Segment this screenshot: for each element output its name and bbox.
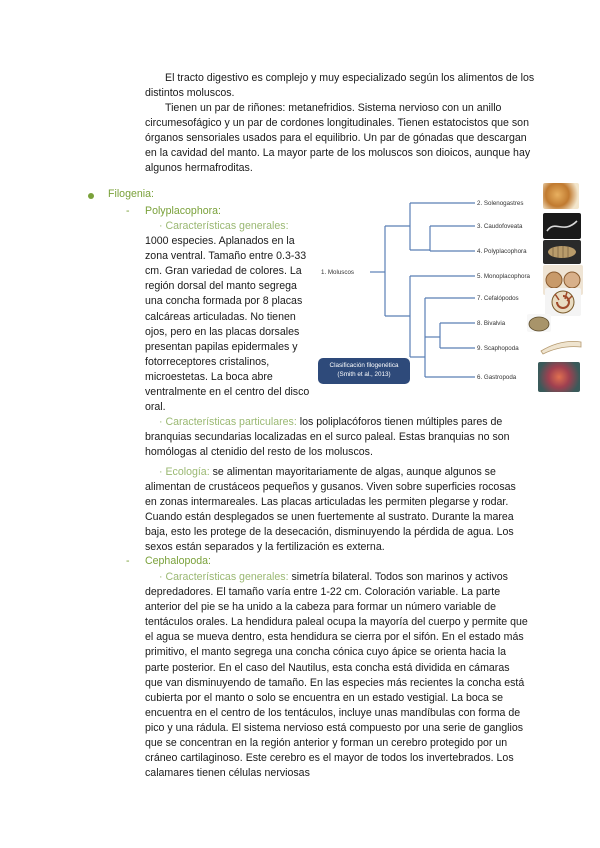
polyplacophora-photo [543,240,581,264]
classification-callout [318,358,410,384]
taxon-label: 8. Bivalvia [477,320,506,327]
phylogeny-figure [315,180,585,402]
subheading-polyplacophora: Polyplacophora: [145,205,221,217]
dash-bullet: - [126,205,130,217]
section-heading-filogenia: Filogenia: [108,188,154,200]
caudofoveata-photo [543,213,581,239]
generales-text: 1000 especies. Aplanados en la zona ventral. Tamaño entre 0.3-33 cm. Gran variedad de colores. La región dorsal del manto segrega una concha formada por 8 placas calcáreas articuladas. No tienen ojos, pero en las placas dorsales presentan papilas epidermales y fotorreceptores cristalinos, microestetas. La boca abre ventralmente en el centro del disco oral. [145,235,310,414]
taxon-label: 5. Monoplacophora [477,273,530,280]
intro-paragraph-kidneys: Tienen un par de riñones: metanefridios. Sistema nervioso con un anillo circumesofágico y un par de cordones longitudinales. Tienen estatocistos que son órganos sensoriales usados para el equilibrio. Un par de gónadas que descargan en la cavidad del manto. La mayor parte de los moluscos son dioicos, aunque hay algunos hermafroditas. [145,102,531,175]
subheading-cephalopoda: Cephalopoda: [145,555,211,567]
solenogastres-photo [543,183,579,209]
callout-title: Clasificación filogenética [329,362,399,369]
root-label: 1. Moluscos [321,269,355,276]
scaphopoda-photo [537,335,583,357]
bivalvia-photo [527,314,551,332]
taxon-label: 7. Cefalópodos [477,295,519,302]
particulares-text: los poliplacóforos tienen múltiples pares de branquias secundarias localizadas en el surco paleal. Estas branquias no son homólogas al ctenidio del resto de los moluscos. [145,416,510,459]
ecologia-label: · Ecología: [159,466,210,478]
callout-citation: (Smith et al., 2013) [337,370,391,378]
taxon-label: 3. Caudofoveata [477,223,523,230]
generales-text: simetría bilateral. Todos son marinos y activos depredadores. El tamaño varía entre 1-22 cm. Coloración variable. La parte anterior del pie se ha unido a la cabeza para formar un número variable de tentáculos orales. La hendidura paleal ocupa la mayoría del cuerpo y permite que el agua se mueva dentro, esta hendidura se cierra por el sifón. En el estado más primitivo, el manto segrega una concha cónica cuyo ápice se orienta hacia la parte posterior. En el caso del Nautilus, esta concha está dividida en cámaras que van disminuyendo de tamaño. En las especies más recientes la concha está cubierta por el manto o solo se encuentra en un estado vestigial. La boca se encuentra en el centro de los tentáculos, incluye unas mandíbulas con forma de pico y una rádula. El sistema nervioso está compuesto por una serie de ganglios que se concentran en la región anterior y forman un cerebro protegido por un cráneo cartilaginoso. Este cerebro es el mayor de todos los invertebrados. Los calamares tienen células nerviosas [145,571,528,780]
gastropoda-photo [538,362,580,392]
taxon-label: 9. Scaphopoda [477,345,519,352]
intro-paragraph-digestive: El tracto digestivo es complejo y muy especializado según los alimentos de los distintos moluscos. [145,72,535,100]
polyplacophora-particulares [145,415,530,460]
dash-bullet: - [126,555,130,567]
particulares-label: · Características particulares: [159,416,297,428]
taxon-label: 6. Gastropoda [477,374,517,381]
cephalopoda-generales [145,570,530,781]
cephalopoda-nautilus-photo [545,288,581,316]
polyplacophora-ecologia [145,465,530,556]
tree-branches [370,203,475,377]
bullet-icon [88,193,94,199]
generales-label: · Características generales: [159,220,289,232]
polyplacophora-generales [145,219,310,415]
generales-label: · Características generales: [159,571,289,583]
taxon-label: 4. Polyplacophora [477,248,527,255]
taxon-label: 2. Solenogastres [477,200,524,207]
ecologia-text: se alimentan mayoritariamente de algas, aunque algunos se alimentan de crustáceos pequeños y gusanos. Viven sobre superficies rocosas en zonas intermareales. Las placas articuladas les permiten plegarse y rodar. Cuando están desplegados se unen fuertemente al sustrato. Durante la marea baja, esto les protege de la desecación, disminuyendo la pérdida de agua. Los sexos están separados y la fertilización es externa. [145,466,516,554]
